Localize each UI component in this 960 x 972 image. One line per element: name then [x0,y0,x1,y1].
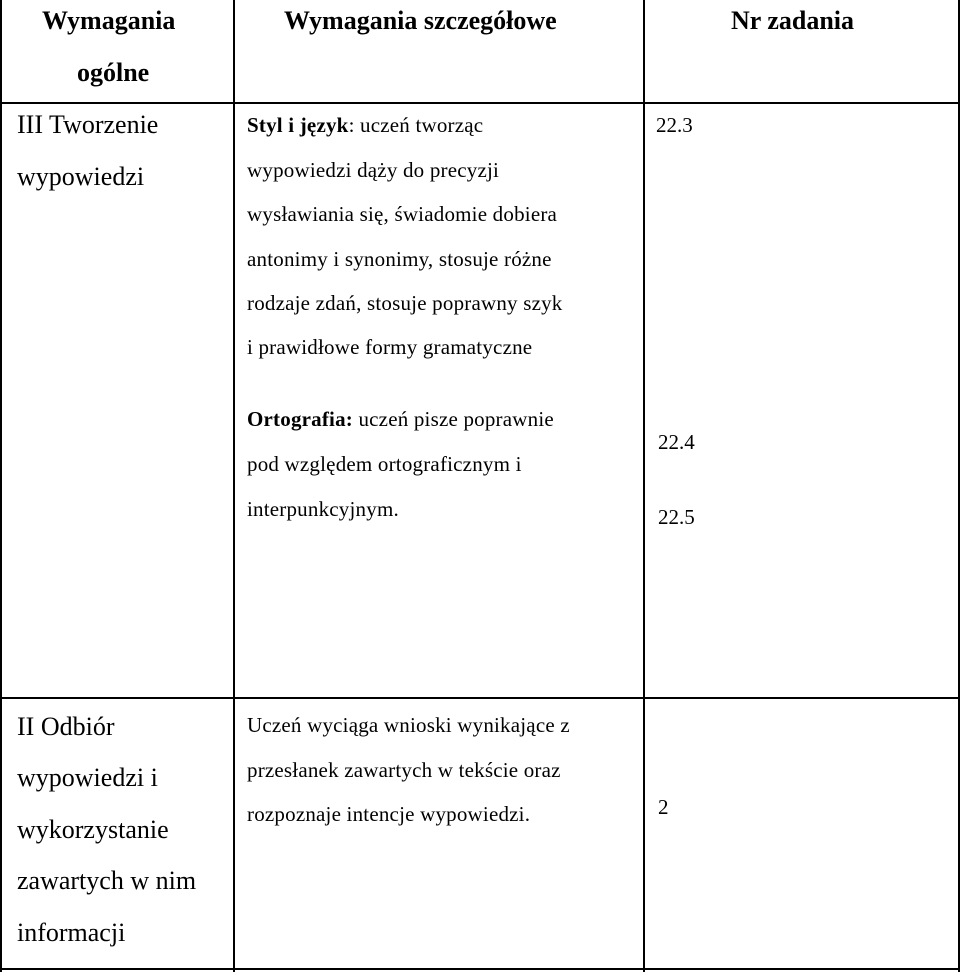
row1-general-line: wypowiedzi [17,162,145,191]
row1-block2-line: pod względem ortograficznym i [247,452,522,476]
orthography-text: uczeń pisze poprawnie [353,407,554,431]
table-column-divider-2 [643,0,645,972]
header-detailed: Wymagania szczegółowe [284,6,557,35]
row2-general-line: wypowiedzi i [17,763,158,792]
row2-general-line: zawartych w nim [17,866,197,895]
row1-block2-lead [247,407,554,432]
row2-detailed-line: rozpoznaje intencje wypowiedzi. [247,802,531,826]
row1-block1-line: antonimy i synonimy, stosuje różne [247,247,552,271]
row1-block1-task: 22.3 [656,113,693,137]
row1-block1-line: rodzaje zdań, stosuje poprawny szyk [247,291,563,315]
row2-task: 2 [658,795,669,819]
row-divider [0,697,960,699]
row1-block2-line: interpunkcyjnym. [247,497,399,521]
row1-block1-lead [247,113,483,138]
row1-block1-line: wypowiedzi dąży do precyzji [247,158,500,182]
header-task-number: Nr zadania [731,6,855,35]
table-border-left [0,0,2,972]
style-language-text: : uczeń tworząc [348,113,484,137]
row1-block1-line: wysławiania się, świadomie dobiera [247,202,558,226]
header-general-line2: ogólne [77,58,150,87]
orthography-label: Ortografia: [247,407,353,431]
header-divider [0,102,960,104]
header-general-line1: Wymagania [42,6,176,35]
table-border-bottom [0,968,960,970]
row1-general-line: III Tworzenie [17,110,159,139]
row2-detailed-line: Uczeń wyciąga wnioski wynikające z [247,713,570,737]
row2-detailed-line: przesłanek zawartych w tekście oraz [247,758,561,782]
row1-block2-task: 22.4 [658,430,695,454]
style-language-label: Styl i język [247,113,349,137]
row1-block2-task: 22.5 [658,505,695,529]
row2-general-line: informacji [17,918,126,947]
row2-general-line: II Odbiór [17,712,115,741]
row1-block1-line: i prawidłowe formy gramatyczne [247,335,533,359]
table-column-divider-1 [233,0,235,972]
row2-general-line: wykorzystanie [17,815,169,844]
